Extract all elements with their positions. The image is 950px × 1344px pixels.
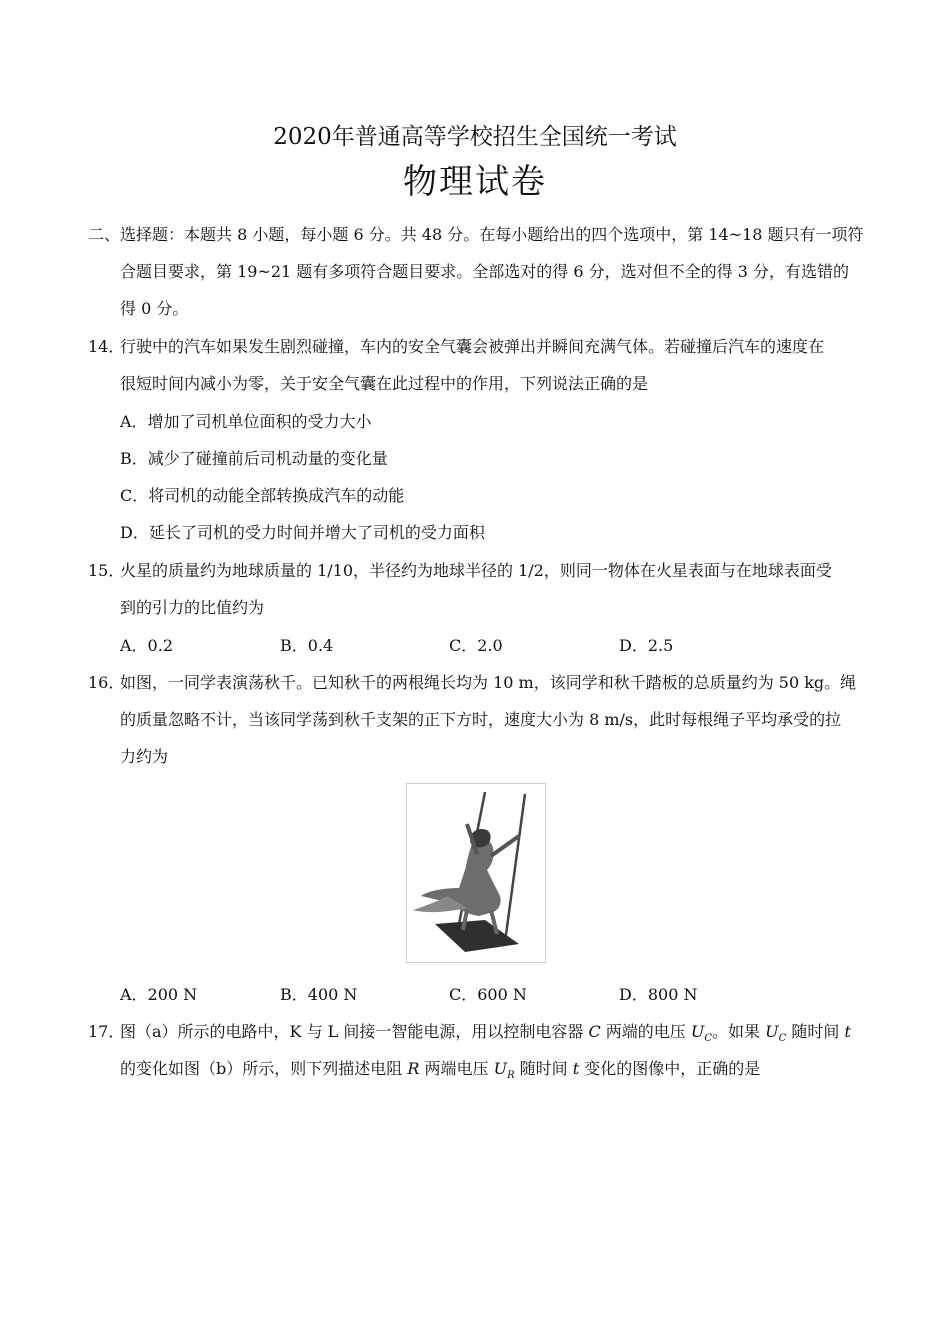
question-14-option-a: A．增加了司机单位面积的受力大小	[120, 412, 372, 431]
question-15-option-b: B．0.4	[280, 636, 334, 655]
question-15-option-a: A．0.2	[120, 636, 174, 655]
question-14-line1: 行驶中的汽车如果发生剧烈碰撞，车内的安全气囊会被弹出并瞬间充满气体。若碰撞后汽车的速度在	[120, 337, 825, 356]
question-16-line3: 力约为	[120, 747, 169, 766]
question-17-line2: 的变化如图（b）所示，则下列描述电阻 R 两端电压 $U_R$ 随时间 t 变化的图像中，正确的是	[120, 1059, 761, 1082]
question-16-option-d: D．800 N	[619, 985, 698, 1004]
question-16-line2: 的质量忽略不计，当该同学荡到秋千支架的正下方时，速度大小为 8 m/s，此时每根绳子平均承受的拉	[120, 710, 842, 729]
question-15-line1: 火星的质量约为地球质量的 1/10，半径约为地球半径的 1/2，则同一物体在火星表面与在地球表面受	[120, 561, 832, 580]
question-15-option-c: C．2.0	[449, 636, 503, 655]
question-14-option-c: C．将司机的动能全部转换成汽车的动能	[120, 486, 405, 505]
section-intro-line2: 合题目要求，第 19~21 题有多项符合题目要求。全部选对的得 6 分，选对但不全的得 3 分，有选错的	[120, 262, 850, 281]
question-16-number: 16．	[88, 673, 125, 692]
question-15-line2: 到的引力的比值约为	[120, 598, 265, 617]
exam-title: 2020年普通高等学校招生全国统一考试	[273, 124, 677, 150]
swing-illustration	[406, 783, 546, 963]
swing-rope-right	[505, 794, 525, 942]
question-14-number: 14．	[88, 337, 125, 356]
question-16-line1: 如图，一同学表演荡秋千。已知秋千的两根绳长均为 10 m，该同学和秋千踏板的总质量约为 50 kg。绳	[120, 673, 857, 692]
question-16-option-c: C．600 N	[449, 985, 527, 1004]
section-intro-line1: 二、选择题：本题共 8 小题，每小题 6 分。共 48 分。在每小题给出的四个选项中，第 14~18 题只有一项符	[88, 225, 864, 244]
section-intro-line3: 得 0 分。	[120, 299, 189, 318]
question-17-line1: 图（a）所示的电路中，K 与 L 间接一智能电源，用以控制电容器 C 两端的电压 $U_C$。如果 $U_C$ 随时间 t	[120, 1022, 851, 1045]
question-16-option-a: A．200 N	[120, 985, 198, 1004]
question-16-option-b: B．400 N	[280, 985, 358, 1004]
question-15-option-d: D．2.5	[619, 636, 674, 655]
exam-subject-title: 物理试卷	[403, 162, 547, 202]
question-17-number: 17．	[88, 1022, 125, 1041]
question-14-option-b: B．减少了碰撞前后司机动量的变化量	[120, 449, 388, 468]
girl-right-arm	[491, 836, 519, 856]
question-15-number: 15．	[88, 561, 125, 580]
question-14-option-d: D．延长了司机的受力时间并增大了司机的受力面积	[120, 523, 485, 542]
question-14-line2: 很短时间内减小为零，关于安全气囊在此过程中的作用，下列说法正确的是	[120, 374, 649, 393]
swing-girl-figure	[407, 784, 545, 962]
